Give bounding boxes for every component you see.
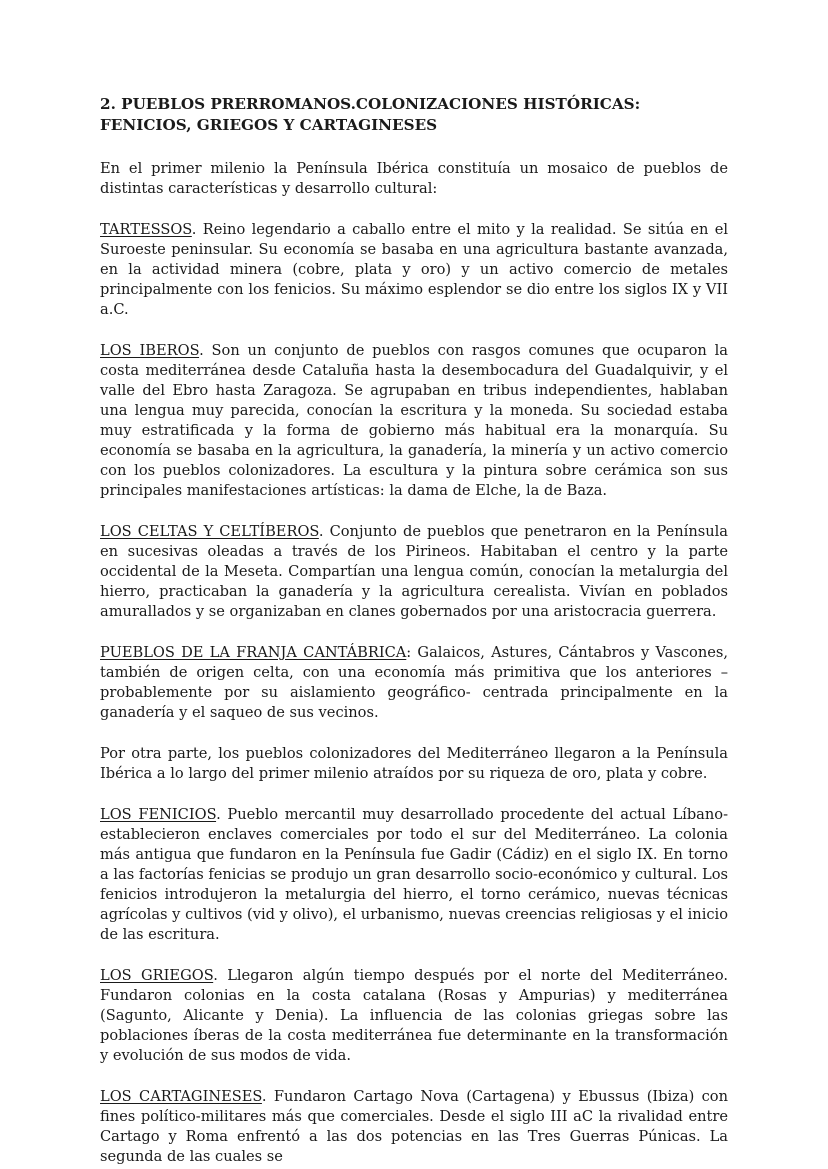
section-text-fenicios: . Pueblo mercantil muy desarrollado procedente del actual Líbano- establecieron enclaves comerciales por todo el sur del Mediterráneo. La colonia más antigua que fundaron en la Península fue Gadir (Cádiz) en el siglo IX. En torno a las factorías fenicias se produjo un gran desarrollo socio-económico y cultural. Los fenicios introdujeron la metalurgia del hierro, el torno cerámico, nuevas técnicas agrícolas y cultivos (vid y olivo), el urbanismo, nuevas creencias religiosas y el inicio de las escritura. <box>100 806 728 943</box>
section-iberos <box>100 341 728 501</box>
section-heading-cantabrica: PUEBLOS DE LA FRANJA CANTÁBRICA <box>100 644 407 661</box>
section-text-griegos: . Llegaron algún tiempo después por el norte del Mediterráneo. Fundaron colonias en la costa catalana (Rosas y Ampurias) y mediterránea (Sagunto, Alicante y Denia). La influencia de las colonias griegas sobre las poblaciones íberas de la costa mediterránea fue determinante en la transformación y evolución de sus modos de vida. <box>100 967 728 1064</box>
section-text-colonizadores-intro: Por otra parte, los pueblos colonizadores del Mediterráneo llegaron a la Península Ibérica a lo largo del primer milenio atraídos por su riqueza de oro, plata y cobre. <box>100 745 728 782</box>
section-heading-tartessos: TARTESSOS <box>100 221 192 238</box>
section-heading-iberos: LOS IBEROS <box>100 342 200 359</box>
section-heading-celtas: LOS CELTAS Y CELTÍBEROS <box>100 523 319 540</box>
intro-paragraph: En el primer milenio la Península Ibérica constituía un mosaico de pueblos de distintas características y desarrollo cultural: <box>100 160 728 197</box>
section-colonizadores-intro <box>100 744 728 784</box>
section-text-celtas: . Conjunto de pueblos que penetraron en la Península en sucesivas oleadas a través de los Pirineos. Habitaban el centro y la parte occidental de la Meseta. Compartían una lengua común, conocían la metalurgia del hierro, practicaban la ganadería y la agricultura cerealista. Vivían en poblados amurallados y se organizaban en clanes gobernados por una aristocracia guerrera. <box>100 523 728 620</box>
section-text-tartessos: . Reino legendario a caballo entre el mito y la realidad. Se sitúa en el Suroeste peninsular. Su economía se basaba en una agricultura bastante avanzada, en la actividad minera (cobre, plata y oro) y un activo comercio de metales principalmente con los fenicios. Su máximo esplendor se dio entre los siglos IX y VII a.C. <box>100 221 728 318</box>
section-tartessos <box>100 220 728 320</box>
section-text-iberos: . Son un conjunto de pueblos con rasgos comunes que ocuparon la costa mediterránea desde Cataluña hasta la desembocadura del Guadalquivir, y el valle del Ebro hasta Zaragoza. Se agrupaban en tribus independientes, hablaban una lengua muy parecida, conocían la escritura y la moneda. Su sociedad estaba muy estratificada y la forma de gobierno más habitual era la monarquía. Su economía se basaba en la agricultura, la ganadería, la minería y un activo comercio con los pueblos colonizadores. La escultura y la pintura sobre cerámica son sus principales manifestaciones artísticas: la dama de Elche, la de Baza. <box>100 342 728 499</box>
section-cartagineses <box>100 1087 728 1167</box>
section-heading-cartagineses: LOS CARTAGINESES <box>100 1088 262 1105</box>
section-fenicios <box>100 805 728 945</box>
section-heading-fenicios: LOS FENICIOS <box>100 806 217 823</box>
section-celtas <box>100 522 728 622</box>
section-heading-griegos: LOS GRIEGOS <box>100 967 214 984</box>
section-cantabrica <box>100 643 728 723</box>
page-title: 2. PUEBLOS PRERROMANOS.COLONIZACIONES HISTÓRICAS: FENICIOS, GRIEGOS Y CARTAGINESES <box>100 95 641 134</box>
section-text-cartagineses: . Fundaron Cartago Nova (Cartagena) y Ebussus (Ibiza) con fines político-militares más que comerciales. Desde el siglo III aC la rivalidad entre Cartago y Roma enfrentó a las dos potencias en las Tres Guerras Púnicas. La segunda de las cuales se <box>100 1088 728 1165</box>
section-text-cantabrica: : Galaicos, Astures, Cántabros y Vascones, también de origen celta, con una economía más primitiva que los anteriores –probablemente por su aislamiento geográfico- centrada principalmente en la ganadería y el saqueo de sus vecinos. <box>100 644 728 721</box>
section-griegos <box>100 966 728 1066</box>
